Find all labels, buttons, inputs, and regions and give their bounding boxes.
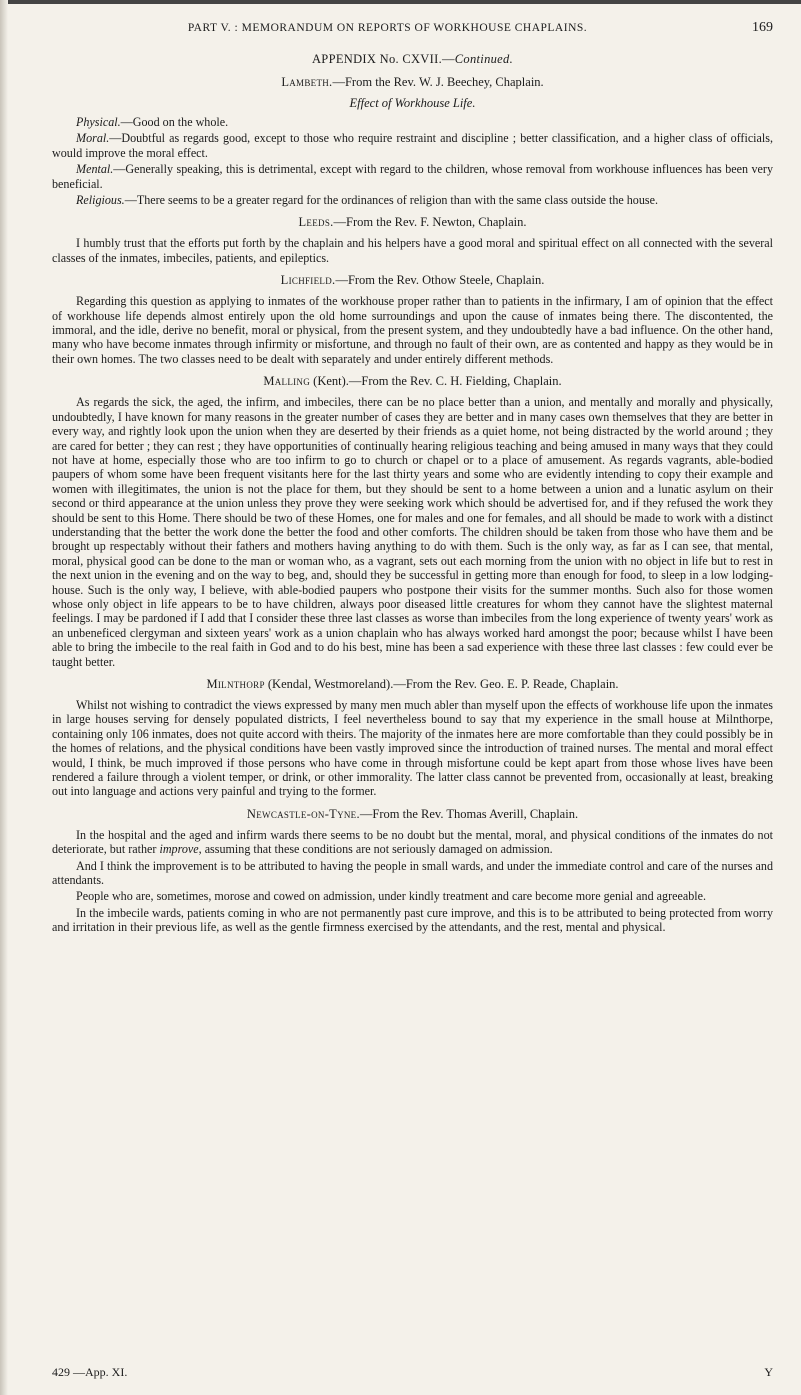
paragraph-newcastle-2: And I think the improvement is to be attributed to having the people in small wards, and under the immediate control and care of the nurses and attendants. xyxy=(52,858,773,888)
section-heading-leeds xyxy=(52,215,773,230)
place-name: Milnthorp xyxy=(206,677,265,691)
county: (Kent). xyxy=(310,374,349,389)
place-name: Leeds. xyxy=(298,215,334,230)
paragraph-leeds: I humbly trust that the efforts put forth by the chaplain and his helpers have a good moral and spiritual effect on all connected with the several classes of the inmates, imbeciles, patients, and epileptics. xyxy=(52,236,773,265)
paragraph-text: , assuming that these conditions are not seriously damaged on admission. xyxy=(198,842,553,857)
paragraph-text: In the hospital and the aged and infirm wards there seems to be no doubt but the mental, moral, and physical conditions of the inmates do not deteriorate, but rather xyxy=(52,827,773,857)
chaplain-line: —From the Rev. C. H. Fielding, Chaplain. xyxy=(348,374,562,389)
paragraph-lichfield: Regarding this question as applying to inmates of the workhouse proper rather than to patients in the infirmary, I am of opinion that the effect of workhouse life depends almost entirely upon the old home surroundings and upon the cause of inmates being there. The discontented, the immoral, and the idle, derive no benefit, moral or physical, from the present system, and they undoubtedly have a bad influence. On the other hand, many who have become inmates through infirmity or misfortune, and through no fault of their own, are as contented and happy as they would be in their own homes. The two classes need to be dealt with separately and under entirely different methods. xyxy=(52,294,773,366)
paragraph-lead: Physical. xyxy=(76,115,121,129)
chaplain-line: —From the Rev. Thomas Averill, Chaplain. xyxy=(359,806,579,821)
appendix-heading xyxy=(52,52,773,67)
paragraph-text: —There seems to be a greater regard for the ordinances of religion than with the same class outside the house. xyxy=(124,193,659,208)
place-name: Malling xyxy=(263,374,311,389)
paragraph-newcastle-3: People who are, sometimes, morose and cowed on admission, under kindly treatment and care become more genial and agreeable. xyxy=(76,889,707,904)
paragraph-mental xyxy=(52,162,773,191)
paragraph-newcastle-4: In the imbecile wards, patients coming in who are not permanently past cure improve, and this is to be attributed to being protected from worry and irritation in their previous life, as well as the gentle firmness exercised by the attendants, and the rest, mental and physical. xyxy=(52,905,773,935)
paragraph-moral xyxy=(52,131,773,160)
section-heading-newcastle xyxy=(52,807,773,822)
document-page xyxy=(52,0,773,1379)
appendix-label: APPENDIX No. CXVII.— xyxy=(311,52,455,66)
section-heading-malling xyxy=(52,374,773,389)
section-heading-lichfield xyxy=(52,273,773,288)
paragraph-lead: Moral. xyxy=(76,131,110,146)
paragraph-text: —Generally speaking, this is detrimental, except with regard to the children, whose removal from workhouse influences has been very beneficial. xyxy=(52,162,773,191)
paragraph-religious xyxy=(52,193,773,207)
county: (Kendal, Westmoreland). xyxy=(264,677,394,691)
page-gutter-shadow xyxy=(0,0,8,1395)
paragraph-lead: Religious. xyxy=(76,193,125,208)
paragraph-text: —Doubtful as regards good, except to those who require restraint and discipline ; better classification, and a higher class of officials, would improve the moral effect. xyxy=(52,131,773,160)
running-header-title: PART V. : MEMORANDUM ON REPORTS OF WORKHOUSE CHAPLAINS. xyxy=(187,22,588,34)
chaplain-line: —From the Rev. Geo. E. P. Reade, Chaplain. xyxy=(393,677,619,691)
paragraph-milnthorp: Whilst not wishing to contradict the views expressed by many men much abler than myself upon the effects of workhouse life upon the inmates in large houses serving for densely populated districts, I feel nevertheless bound to say that my experience in the small house at Milnthorpe, containing only 106 inmates, does not quite accord with theirs. The majority of the inmates here are more comfortable than they could possibly be in the homes of relations, and the physical conditions have been vastly improved since the introduction of trained nurses. The mental and moral effect would, I think, be much improved if those persons who have come in through misfortune could be kept apart from those whose lives have been rendered a failure through a violent temper, or drink, or other immorality. The latter class cannot be prevented from, occasionally at least, breaking out into language and actions very painful and trying to the former. xyxy=(52,698,773,799)
appendix-continued: Continued. xyxy=(454,52,514,66)
footer-sheet-mark: Y xyxy=(764,1365,773,1379)
paragraph-physical xyxy=(52,115,773,129)
place-name: Lichfield. xyxy=(280,273,336,288)
page-number: 169 xyxy=(752,20,773,35)
emphasis: improve xyxy=(159,842,199,857)
chaplain-line: —From the Rev. W. J. Beechey, Chaplain. xyxy=(332,75,544,89)
paragraph-malling: As regards the sick, the aged, the infirm, and imbeciles, there can be no place better than a union, and mentally and morally and physically, undoubtedly, I have known for many reasons in the greater number of cases they are better and in many cases own themselves that they are better in every way, and rightly look upon the union when they are deserted by their friends as a quiet home, not being distracted by the world around ; they are cared for better ; they can rest ; they have opportunities of continually hearing religious teaching and being amused in many ways that they could not have at home, especially those who are too infirm to go to church or chapel or to a place of amusement. As regards vagrants, able-bodied paupers of whom some have been frequent visitants here for the last thirty years and some who are evidently intending to copy their example and women with illegitimates, the union is not the place for them, but they should be sent to a home between a union and a lunatic asylum on their second or third appearance at the union unless they prove they were seeking work which should be advertised for, and if they refused the work they should be sent to this Home. There should be two of these Homes, one for males and one for females, and all should be made to work with a distinct understanding that the better the work done the better the food and other comforts. The children should be taken from those who have them and be brought up respectably without their fathers and mothers having anything to do with them. Such is the only way, as far as I can see, that mental, moral, physical good can be done to the man or woman who, as a vagrant, sets out each morning from the union with no object in life but to rest in the next union in the evening and on the way to beg, and, should they be successful in getting more than enough for food, to sleep in a low lodging-house. Such is the only way, I believe, with able-bodied paupers who postpone their visits for the summer months. Such also for those women whose only object in life appears to be to have children, always poor diseased little creatures for whom they cannot have the slightest maternal feelings. I may be pardoned if I add that I consider these three last classes as worse than imbeciles from the long experience of twenty years' work as an unbeneficed clergyman and sixteen years' work as a union chaplain who has always worked hard amongst the poor; because whilst I have been able to bring the imbecile to the real faith in God and to do his best, mine has been a sad experience with these three last classes : few could ever be taught better. xyxy=(52,395,773,669)
place-name: Newcastle-on-Tyne. xyxy=(246,806,360,821)
footer-signature: 429 —App. XI. xyxy=(52,1365,128,1379)
place-name: Lambeth. xyxy=(281,75,333,89)
running-header xyxy=(52,8,773,48)
section-heading-lambeth xyxy=(52,75,773,90)
chaplain-line: —From the Rev. Othow Steele, Chaplain. xyxy=(335,273,545,288)
section-subtitle: Effect of Workhouse Life. xyxy=(349,96,476,110)
section-heading-milnthorp xyxy=(52,677,773,692)
paragraph-text: —Good on the whole. xyxy=(120,115,229,129)
paragraph-lead: Mental. xyxy=(76,162,114,177)
paragraph-newcastle-1 xyxy=(52,828,773,857)
chaplain-line: —From the Rev. F. Newton, Chaplain. xyxy=(333,215,527,230)
